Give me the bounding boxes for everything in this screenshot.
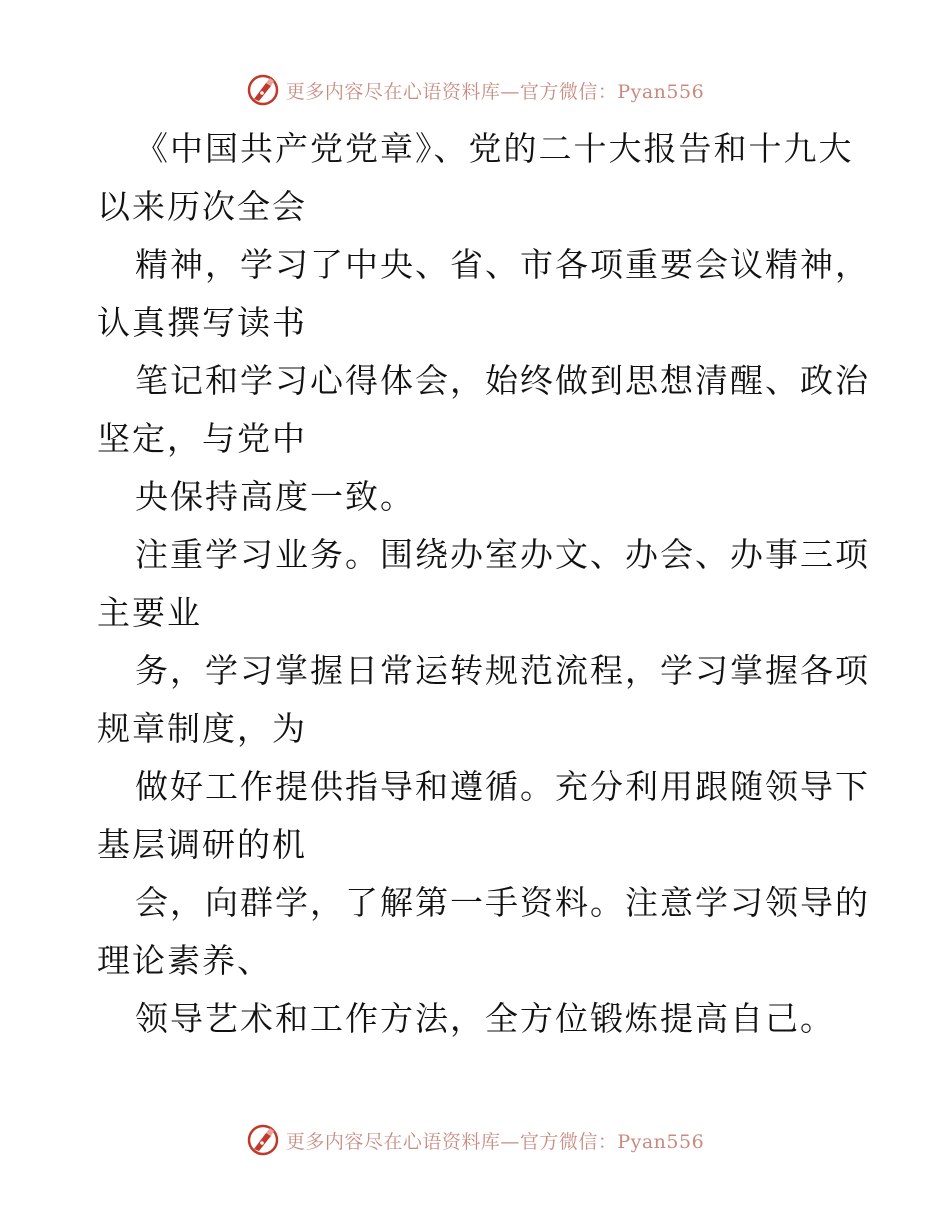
document-body [97,120,870,1048]
text-line: 务，学习掌握日常运转规范流程，学习掌握各项 [135,651,870,690]
text-line: 《中国共产党党章》、党的二十大报告和十九大 [135,129,854,168]
pen-nib-logo-icon [246,1123,280,1157]
pen-nib-logo-icon [246,73,280,107]
text-line: 笔记和学习心得体会，始终做到思想清醒、政治 [135,361,870,400]
footer-banner [0,1120,950,1160]
text-line: 以来历次全会 [97,187,307,226]
header-banner [0,70,950,110]
header-banner-text: 更多内容尽在心语资料库—官方微信：Pyan556 [285,80,705,103]
text-line: 理论素养、 [97,941,272,980]
text-line: 坚定，与党中 [97,419,307,458]
footer-banner-text: 更多内容尽在心语资料库—官方微信：Pyan556 [285,1130,705,1153]
text-line: 认真撰写读书 [97,303,307,342]
text-line: 领导艺术和工作方法，全方位锻炼提高自己。 [135,999,835,1038]
text-line: 主要业 [97,593,202,632]
text-line: 做好工作提供指导和遵循。充分利用跟随领导下 [135,767,870,806]
text-line: 基层调研的机 [97,825,307,864]
text-line: 注重学习业务。围绕办室办文、办会、办事三项 [135,535,870,574]
text-line: 会，向群学，了解第一手资料。注意学习领导的 [135,883,870,922]
text-line: 规章制度，为 [97,709,307,748]
text-line: 精神，学习了中央、省、市各项重要会议精神， [135,245,870,284]
text-line: 央保持高度一致。 [135,477,415,516]
